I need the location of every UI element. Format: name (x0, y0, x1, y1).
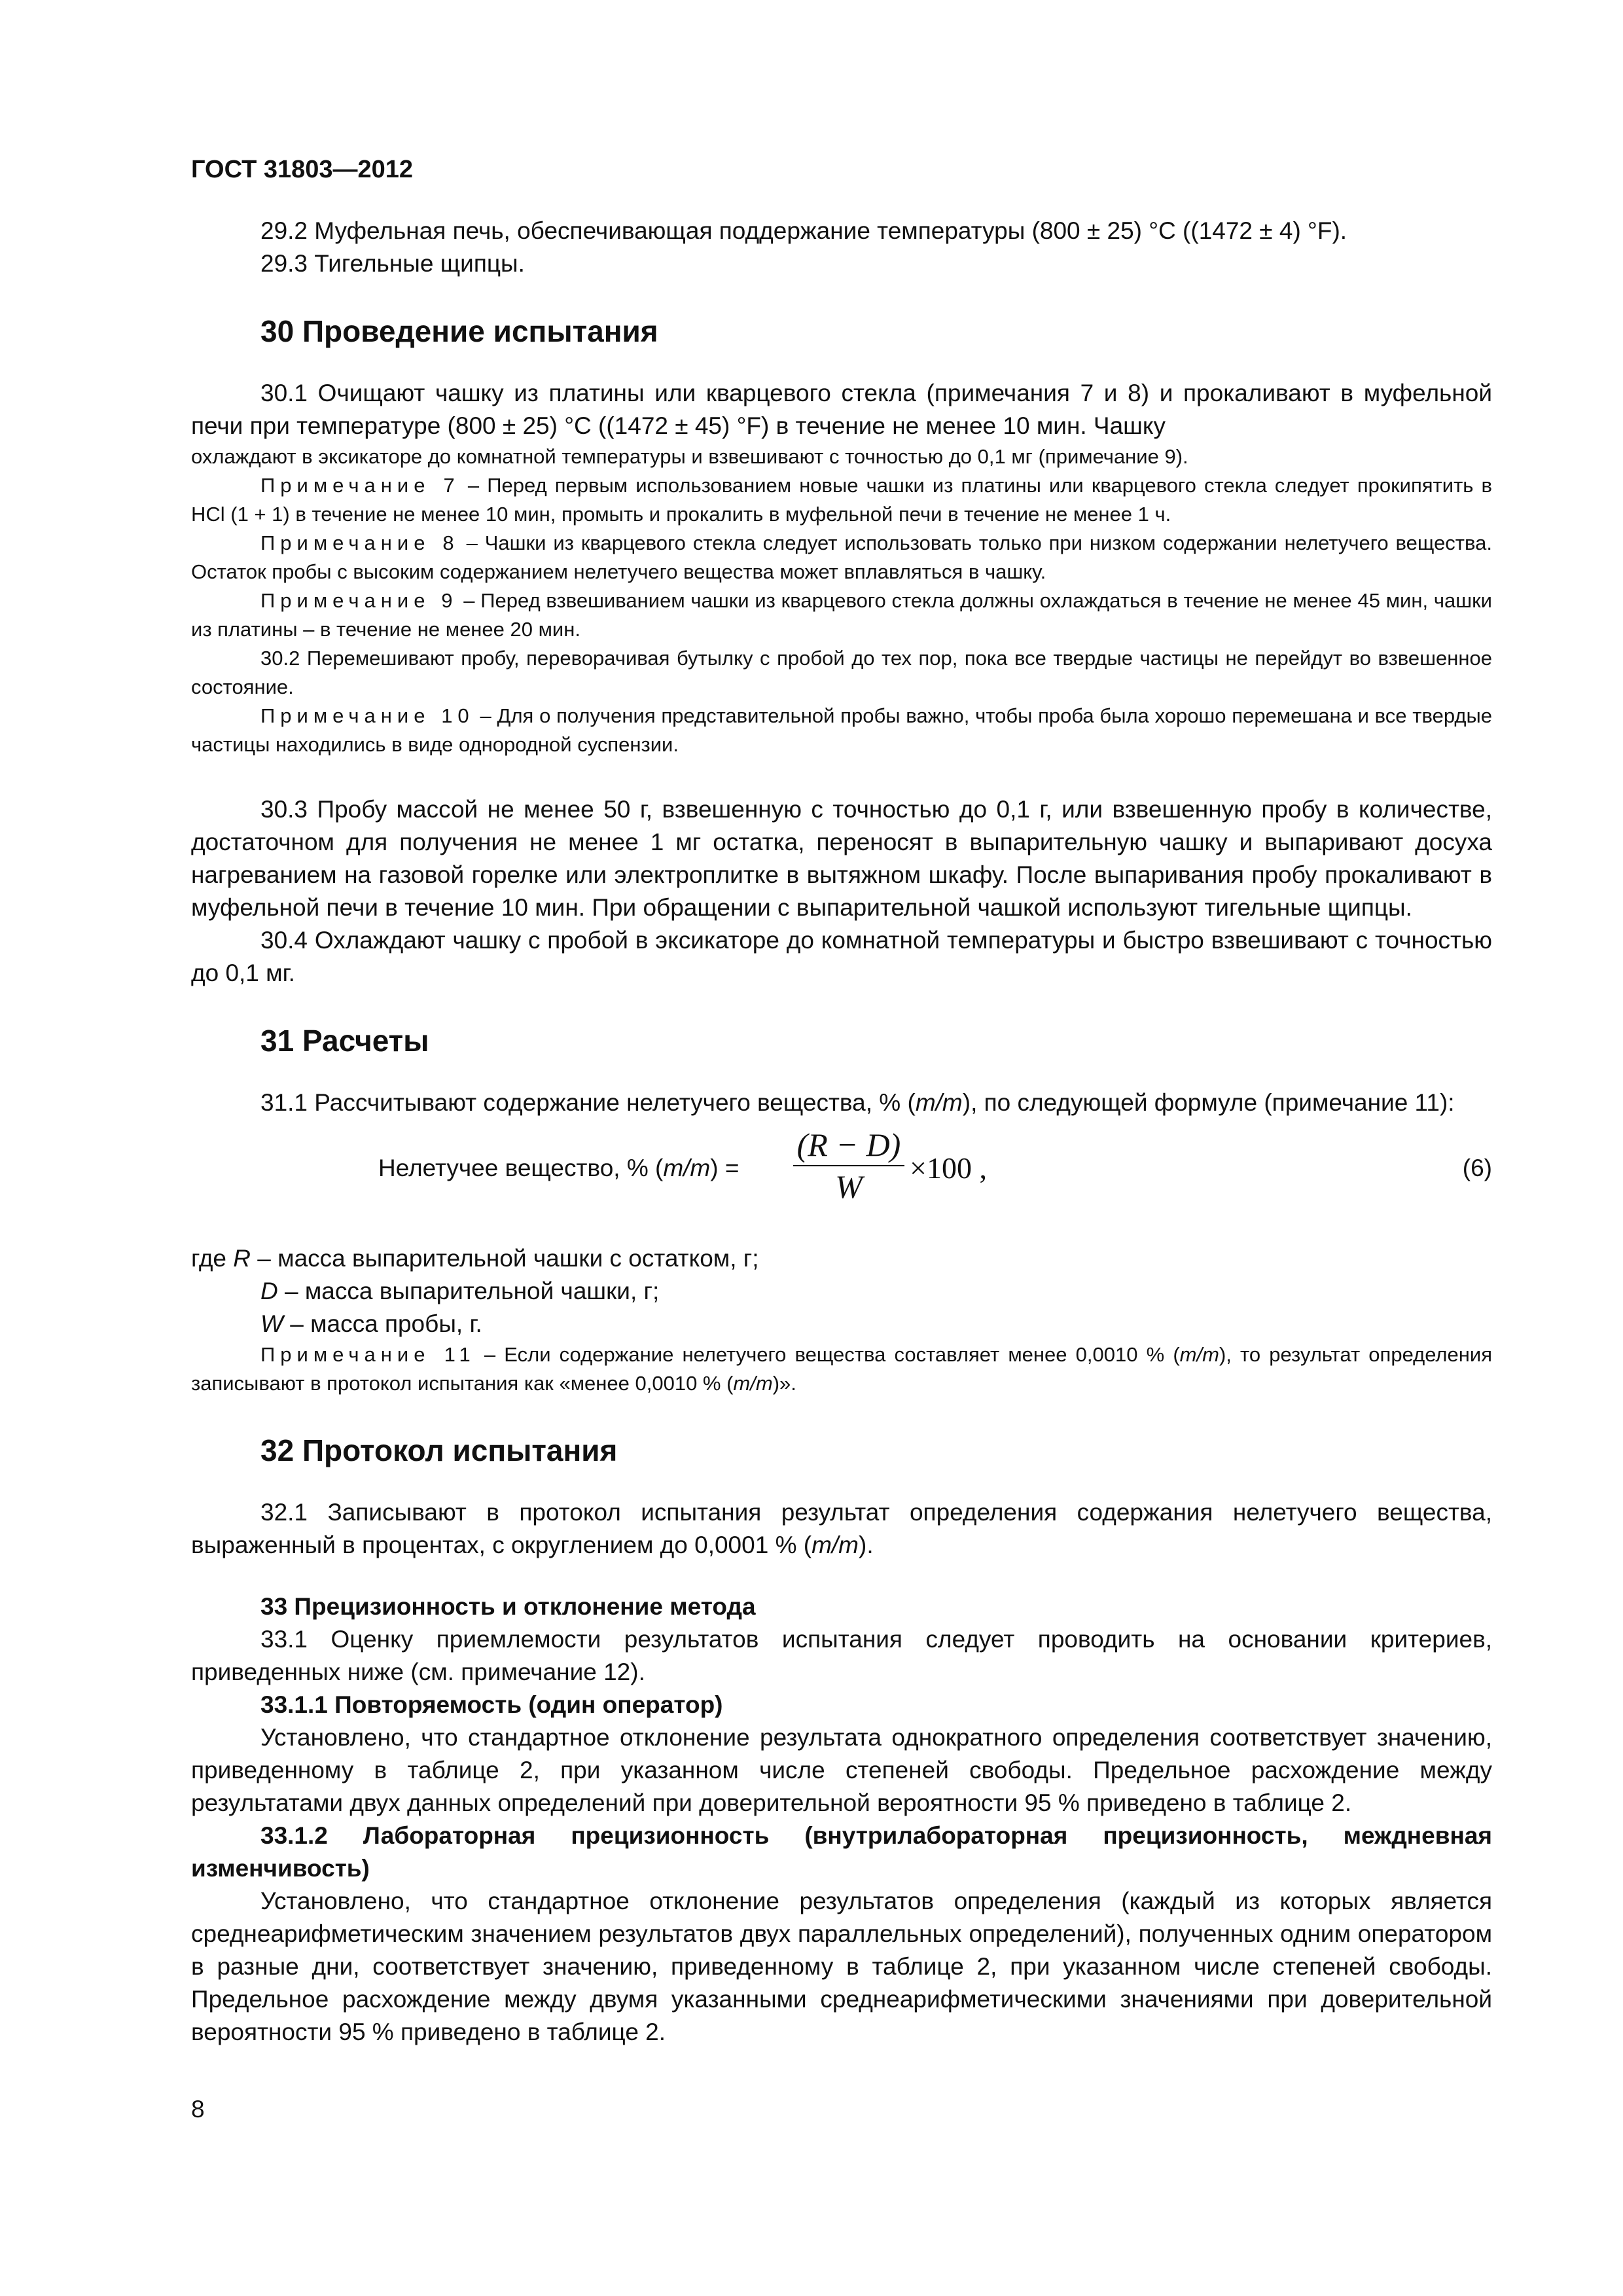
note-11-unit-1: m/m (1179, 1343, 1219, 1366)
where-lead: где (191, 1245, 234, 1272)
note-10 (191, 702, 1492, 759)
note-7 (191, 471, 1492, 529)
paragraph-33-1-2: Установлено, что стандартное отклонение результатов определения (каждый из которых является среднеарифметическим значением результатов двух параллельных определений), полученных одним оператором в разные дни, соответствует значению, приведенному в таблице 2, при указанном числе степеней свободы. Предельное расхождение между двумя указанными среднеарифметическими значениями при доверительной вероятности 95 % приведено в таблице 2. (191, 1888, 1492, 2045)
paragraph-32-1-text-b: ). (859, 1532, 874, 1558)
formula-fraction (793, 1126, 904, 1206)
document-header: ГОСТ 31803—2012 (191, 156, 414, 183)
variable-r-definition (191, 1242, 1492, 1275)
variable-d-text: – масса выпарительной чашки, г; (277, 1278, 660, 1304)
formula-label-unit: m/m (663, 1155, 711, 1181)
paragraph-32-1-unit: m/m (812, 1532, 859, 1558)
section-30-title: 30 Проведение испытания (260, 314, 658, 348)
note-11-label: Примечание 11 (260, 1343, 476, 1366)
note-9 (191, 586, 1492, 644)
note-9-text: – Перед взвешиванием чашки из кварцевого стекла должны охлаждаться в течение не менее 45 мин, чашки из платины – в течение не менее 20 мин. (191, 589, 1492, 641)
note-10-text: – Для о получения представительной пробы важно, чтобы проба была хорошо перемешана и все твердые частицы находились в виде однородной суспензии. (191, 704, 1493, 756)
paragraph-30-1-cont: охлаждают в эксикаторе до комнатной температуры и взвешивают с точностью до 0,1 мг (примечание 9). (191, 445, 1188, 468)
variable-w-definition (191, 1308, 1492, 1340)
page-number: 8 (191, 2096, 205, 2123)
variable-w: W (260, 1310, 283, 1337)
variable-d-definition (191, 1275, 1492, 1308)
paragraph-31-1-text-a: 31.1 Рассчитывают содержание нелетучего вещества, % ( (260, 1089, 916, 1116)
mass-ratio-unit: m/m (915, 1089, 963, 1116)
paragraph-30-4: 30.4 Охлаждают чашку с пробой в эксикаторе до комнатной температуры и быстро взвешивают с точностью до 0,1 мг. (191, 927, 1492, 986)
formula-numerator: (R − D) (796, 1126, 901, 1163)
paragraph-29-3: 29.3 Тигельные щипцы. (260, 250, 525, 277)
note-8-text: – Чашки из кварцевого стекла следует использовать только при низком содержании нелетучего вещества. Остаток пробы с высоким содержанием нелетучего вещества может вплавляться в чашку. (191, 531, 1492, 583)
note-11 (191, 1340, 1492, 1398)
note-8 (191, 529, 1492, 586)
formula-multiplier: ×100 , (910, 1151, 987, 1185)
paragraph-32-1-text-a: 32.1 Записывают в протокол испытания результат определения содержания нелетучего вещества, выраженный в процентах, с округлением до 0,0001 % ( (191, 1499, 1492, 1558)
note-11-text-b: ), то результат определения записывают в протокол испытания как «менее 0,0010 % ( (191, 1343, 1492, 1395)
paragraph-30-1: 30.1 Очищают чашку из платины или кварцевого стекла (примечания 7 и 8) и прокаливают в муфельной печи при температуре (800 ± 25) °С ((1472 ± 45) °F) в течение не менее 10 мин. Чашку (191, 380, 1492, 439)
note-7-label: Примечание 7 (260, 474, 460, 497)
note-11-unit-2: m/m (733, 1372, 773, 1395)
paragraph-32-1 (191, 1496, 1492, 1562)
equation-number: (6) (1462, 1155, 1492, 1181)
note-7-text: – Перед первым использованием новые чашки из платины или кварцевого стекла следует прокипятить в HCl (1 + 1) в течение не менее 10 мин, промыть и прокалить в муфельной печи в течение не менее 1 ч. (191, 474, 1493, 526)
note-10-label: Примечание 10 (260, 704, 474, 727)
formula-label-a: Нелетучее вещество, % ( (378, 1155, 664, 1181)
section-31-title: 31 Расчеты (260, 1024, 429, 1058)
paragraph-31-1 (191, 1086, 1492, 1119)
formula-label (378, 1155, 739, 1182)
formula-denominator: W (835, 1168, 863, 1205)
fraction-bar (793, 1165, 904, 1166)
paragraph-30-3: 30.3 Пробу массой не менее 50 г, взвешенную с точностью до 0,1 г, или взвешенную пробу в количестве, достаточном для получения не менее 1 мг остатка, переносят в выпарительную чашку и выпаривают досуха нагреванием на газовой горелке или электроплитке в вытяжном шкафу. После выпаривания пробу прокаливают в муфельной печи в течение 10 мин. При обращении с выпарительной чашкой используют тигельные щипцы. (191, 796, 1492, 921)
paragraph-29-2: 29.2 Муфельная печь, обеспечивающая поддержание температуры (800 ± 25) °С ((1472 ± 4) °F). (260, 217, 1347, 244)
paragraph-30-2: 30.2 Перемешивают пробу, переворачивая бутылку с пробой до тех пор, пока все твердые частицы не перейдут во взвешенное состояние. (191, 647, 1492, 698)
note-9-label: Примечание 9 (260, 589, 458, 612)
section-33-title: 33 Прецизионность и отклонение метода (260, 1593, 756, 1620)
heading-33-1-2: 33.1.2 Лабораторная прецизионность (внутрилабораторная прецизионность, междневная изменчивость) (191, 1822, 1492, 1882)
note-11-text-a: – Если содержание нелетучего вещества составляет менее 0,0010 % ( (475, 1343, 1180, 1366)
variable-w-text: – масса пробы, г. (283, 1310, 482, 1337)
formula-6 (191, 1126, 1492, 1217)
heading-33-1-1: 33.1.1 Повторяемость (один оператор) (260, 1691, 723, 1718)
variable-r-text: – масса выпарительной чашки с остатком, г; (251, 1245, 759, 1272)
variable-d: D (260, 1278, 278, 1304)
paragraph-31-1-text-b: ), по следующей формуле (примечание 11): (962, 1089, 1455, 1116)
paragraph-33-1: 33.1 Оценку приемлемости результатов испытания следует проводить на основании критериев, приведенных ниже (см. примечание 12). (191, 1626, 1492, 1685)
section-32-title: 32 Протокол испытания (260, 1433, 618, 1467)
note-11-text-c: )». (772, 1372, 796, 1395)
formula-label-b: ) = (710, 1155, 740, 1181)
page-body (191, 215, 1492, 2049)
paragraph-33-1-1: Установлено, что стандартное отклонение результата однократного определения соответствует значению, приведенному в таблице 2, при указанном числе степеней свободы. Предельное расхождение между результатами двух данных определений при доверительной вероятности 95 % приведено в таблице 2. (191, 1724, 1492, 1816)
note-8-label: Примечание 8 (260, 531, 459, 554)
variable-r: R (233, 1245, 251, 1272)
